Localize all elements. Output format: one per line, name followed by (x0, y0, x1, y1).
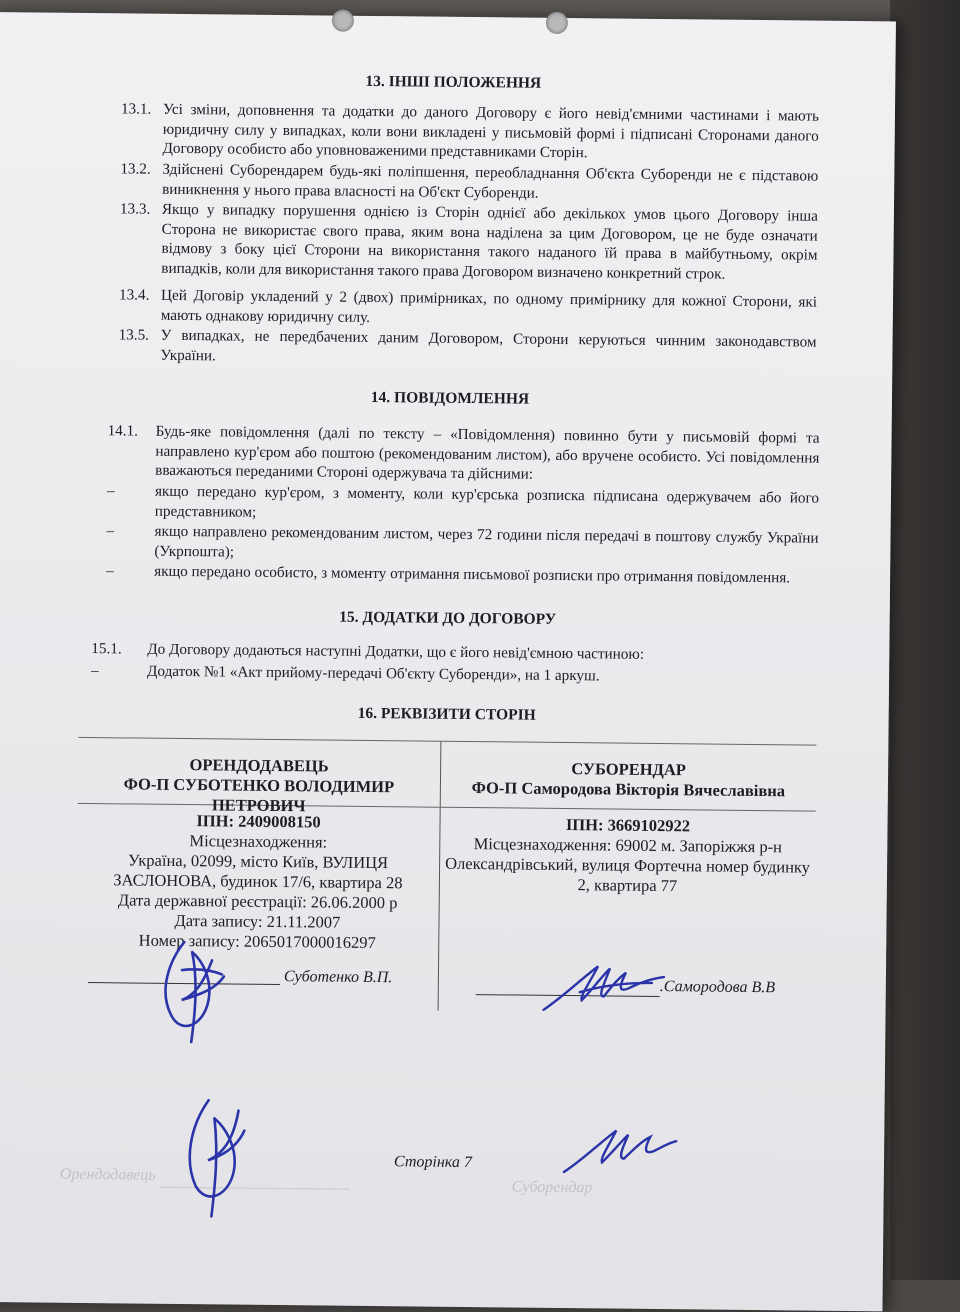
list-item-text: якщо направлено рекомендованим листом, через 72 години після передачі в поштову службу України (Укрпошта); (154, 522, 819, 561)
clause-13-1 (120, 99, 821, 162)
landlord-address: Україна, 02099, місто Київ, ВУЛИЦЯ ЗАСЛОНОВА, будинок 17/6, квартира 28 (113, 850, 403, 893)
clause-number: 13.3. (119, 200, 151, 218)
dash-marker: – (91, 662, 99, 680)
landlord-name: ФО-П СУБОТЕНКО ВОЛОДИМИР ПЕТРОВИЧ (123, 774, 395, 816)
subtenant-footer-label: Суборендар (511, 1178, 593, 1197)
subtenant-signature-icon (540, 956, 681, 1017)
clause-number: 13.2. (120, 160, 151, 178)
landlord-location-label: Місцезнаходження: (189, 831, 328, 852)
section-15-title: 15. ДОДАТКИ ДО ДОГОВОРУ (339, 608, 557, 628)
appendix-text: Додаток №1 «Акт прийому-передачі Об'єкту Суборенди», на 1 аркуш. (147, 662, 600, 685)
landlord-signature-icon (151, 930, 242, 1051)
dash-marker: – (106, 562, 114, 580)
landlord-initials-icon (177, 1090, 258, 1221)
clause-number: 15.1. (91, 640, 122, 658)
landlord-footer-label: Орендодавець (59, 1165, 156, 1184)
desk-edge (890, 0, 960, 1280)
subtenant-role: СУБОРЕНДАР (571, 759, 687, 780)
subtenant-address: Місцезнаходження: 69002 м. Запоріжжя р-н Олександрівський, вулиця Фортечна номер будинку 2, квартира 77 (445, 834, 811, 896)
clause-text: Будь-яке повідомлення (далі по тексту – «Повідомлення) повинно бути у письмовій формі та направлено кур'єром або поштою (рекомендованим листом), або вручене особисто. Усі повідомлення вважаються переданими Стороні одержувача та дійсними: (155, 422, 820, 483)
clause-14-1 (107, 421, 820, 483)
clause-text: Усі зміни, доповнення та додатки до даного Договору є його невід'ємними частинами і мають юридичну силу у випадках, коли вони викладені у письмовій формі і підписані Сторонами даного Договору особисто або уповноваженими представниками Сторін. (162, 100, 820, 162)
clause-text: Цей Договір укладений у 2 (двох) примірниках, по одному примірнику для кожної Сторони, які мають однакову юридичну силу. (160, 286, 818, 326)
subtenant-signature-name: .Самородова В.В (659, 978, 776, 997)
clause-text: У випадках, не передбачених даним Договором, Сторони керуються чинним законодавством України. (160, 326, 817, 364)
landlord-signature-name: Суботенко В.П. (283, 968, 393, 987)
clause-text: До Договору додаються наступні Додатки, що є його невід'ємною частиною: (147, 640, 645, 663)
landlord-record-date: Дата запису: 21.11.2007 (174, 910, 341, 932)
dash-marker: – (106, 482, 115, 500)
section-13-title: 13. ІНШІ ПОЛОЖЕННЯ (365, 72, 542, 92)
clause-number: 14.1. (107, 422, 139, 440)
clause-number: 13.4. (118, 286, 150, 304)
landlord-header (78, 737, 441, 816)
dash-marker: – (106, 522, 115, 540)
landlord-role: ОРЕНДОДАВЕЦЬ (189, 755, 329, 776)
clause-text: Якщо у випадку порушення однією із Сторін однієї або декількох умов цього Договору інша Сторона не використає свого права, яким вона наділена за цим Договором, це не буде означати відмову з боку цієї Сторони на використання такого наданого їй права в майбутньому, окрім випадків, коли для використання такого права Договором визначено конкретний строк. (161, 200, 818, 283)
landlord-registration-date: Дата державної реєстрації: 26.06.2000 р (117, 890, 398, 913)
clause-15-1 (91, 639, 811, 663)
clause-13-4 (118, 285, 819, 326)
subtenant-initials-icon (560, 1120, 681, 1181)
clause-number: 13.5. (118, 326, 150, 344)
subtenant-ipn: ІПН: 3669102922 (565, 815, 691, 836)
subtenant-header (441, 741, 817, 812)
landlord-ipn: ІПН: 2409008150 (196, 811, 321, 832)
subtenant-name: ФО-П Самородова Вікторія Вячеславівна (471, 778, 786, 801)
punch-hole (546, 12, 568, 34)
section-16-title: 16. РЕКВІЗИТИ СТОРІН (357, 704, 536, 724)
section-14-title: 14. ПОВІДОМЛЕННЯ (370, 388, 530, 408)
punch-hole (332, 10, 354, 32)
list-item-text: якщо передано кур'єром, з моменту, коли кур'єрська розписка підписана одержувачем або його представником; (154, 482, 820, 521)
subtenant-details (440, 808, 816, 898)
page-number: Сторінка 7 (393, 1153, 472, 1172)
clause-text: Здійснені Суборендарем будь-які поліпшення, переобладнання Об'єкта Суборенди не є підставою виникнення у нього права власності на Об'єкт Суборенди. (162, 160, 819, 202)
landlord-record-number: Номер запису: 2065017000016297 (138, 930, 376, 953)
clause-number: 13.1. (120, 100, 152, 118)
landlord-details (76, 804, 440, 954)
list-item-text: якщо передано особисто, з моменту отримання письмової розписки про отримання повідомлення. (154, 562, 791, 587)
document-page (0, 12, 896, 1311)
